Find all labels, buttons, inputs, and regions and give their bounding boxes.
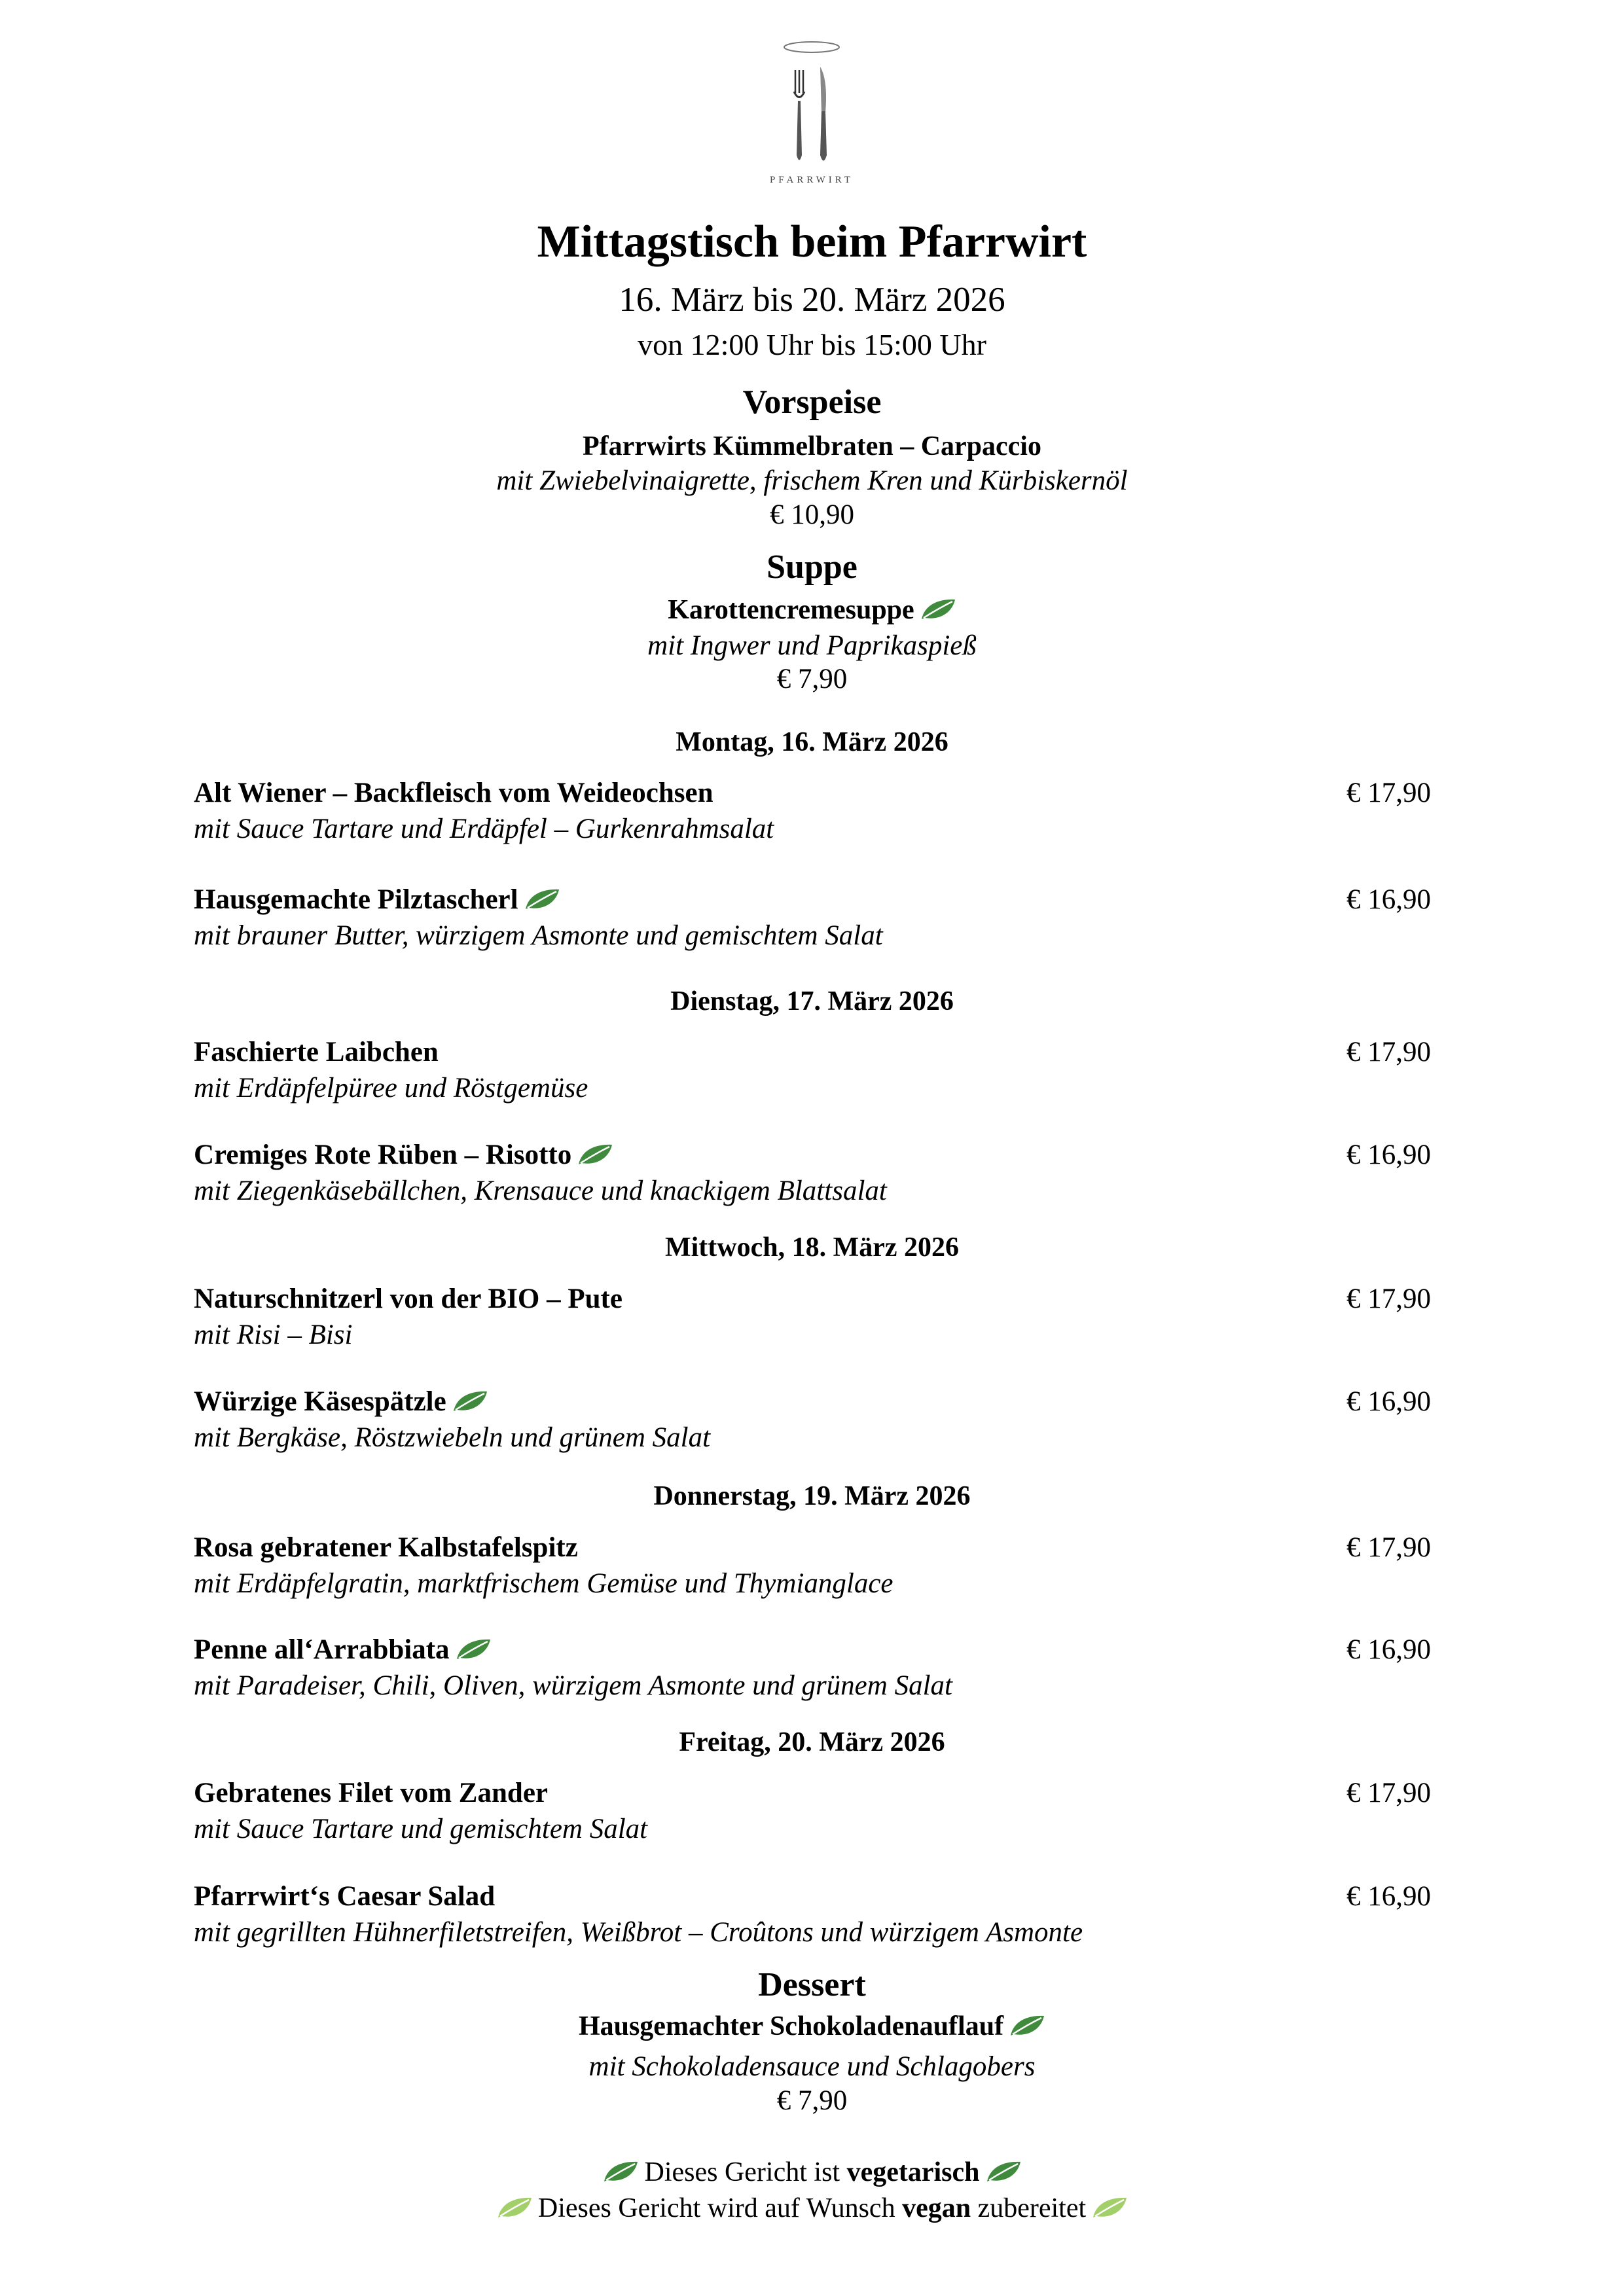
vegetarian-leaf-icon [1009,2014,1045,2037]
dish-description: mit Paradeiser, Chili, Oliven, würzigem Asmonte und grünem Salat [194,1670,952,1701]
dish-name: Naturschnitzerl von der BIO – Pute [194,1283,623,1314]
dish-price: € 17,90 [1346,778,1431,808]
dish-price: € 17,90 [1346,1532,1431,1563]
dish-description: mit Sauce Tartare und Erdäpfel – Gurkenrahmsalat [194,814,774,844]
dish-name: Cremiges Rote Rüben – Risotto [194,1139,572,1170]
restaurant-logo [753,41,871,191]
day-heading-wednesday: Mittwoch, 18. März 2026 [664,1232,960,1263]
vegan-leaf-icon [1091,2196,1128,2219]
menu-item [194,1139,1431,1217]
dish-description: mit Risi – Bisi [194,1319,353,1350]
vegetarian-leaf-icon [455,1638,492,1661]
dish-description: mit Bergkäse, Röstzwiebeln und grünem Salat [194,1422,711,1453]
vegetarian-leaf-icon [452,1390,488,1413]
page-title: Mittagstisch beim Pfarrwirt [537,217,1087,267]
dish-name: Penne all‘Arrabbiata [194,1634,450,1665]
legend-vegetarian [0,2157,1624,2188]
legend-vegan-bold: vegan [902,2193,971,2223]
menu-item [194,777,1431,855]
dish-price: € 17,90 [1346,1778,1431,1808]
vegetarian-leaf-icon [577,1143,613,1166]
dish-price: € 17,90 [1346,1283,1431,1314]
dish-price: € 16,90 [1346,884,1431,915]
starter-description: mit Zwiebelvinaigrette, frischem Kren und Kürbiskernöl [496,465,1128,496]
dish-name-wrap [194,1139,613,1171]
vegetarian-leaf-icon [920,598,956,621]
vegetarian-leaf-icon [985,2160,1022,2183]
legend-vegan-post: zubereitet [977,2193,1087,2223]
menu-item [194,1777,1431,1856]
dish-name: Rosa gebratener Kalbstafelspitz [194,1532,578,1563]
day-heading-friday: Freitag, 20. März 2026 [679,1727,945,1757]
legend-veg-text: Dieses Gericht ist [644,2157,840,2187]
menu-item [194,884,1431,962]
vegan-leaf-icon [496,2196,533,2219]
dish-name: Alt Wiener – Backfleisch vom Weideochsen [194,778,713,808]
menu-item [194,1532,1431,1610]
dish-name: Pfarrwirt‘s Caesar Salad [194,1881,496,1912]
day-heading-tuesday: Dienstag, 17. März 2026 [670,986,954,1016]
day-heading-monday: Montag, 16. März 2026 [676,727,948,757]
soup-name: Karottencremesuppe [668,595,914,625]
soup-item [0,594,1624,626]
legend-veg-bold: vegetarisch [846,2157,980,2187]
dessert-description: mit Schokoladensauce und Schlagobers [588,2051,1036,2082]
starter-price: € 10,90 [770,499,854,530]
vegetarian-leaf-icon [524,888,560,911]
menu-item [194,1880,1431,1959]
legend-vegan-text: Dieses Gericht wird auf Wunsch [537,2193,895,2223]
dish-name: Hausgemachte Pilztascherl [194,884,518,915]
brand-name: PFARRWIRT [769,175,854,185]
dish-name-wrap [194,884,560,916]
dish-price: € 16,90 [1346,1634,1431,1665]
dish-description: mit brauner Butter, würzigem Asmonte und gemischtem Salat [194,920,883,951]
dish-price: € 16,90 [1346,1386,1431,1417]
legend-vegan [0,2193,1624,2224]
section-heading-starter: Vorspeise [742,384,882,421]
menu-item [194,1386,1431,1464]
dessert-price: € 7,90 [776,2085,848,2116]
soup-description: mit Ingwer und Paprikaspieß [647,630,977,661]
dish-price: € 16,90 [1346,1139,1431,1170]
menu-item [194,1283,1431,1361]
dish-price: € 16,90 [1346,1881,1431,1912]
menu-item [194,1036,1431,1115]
dish-description: mit Erdäpfelgratin, marktfrischem Gemüse und Thymianglace [194,1568,893,1599]
dish-name-wrap [194,1386,488,1418]
section-heading-soup: Suppe [767,548,857,586]
dessert-item [0,2011,1624,2042]
cutlery-icon [776,41,848,171]
starter-name: Pfarrwirts Kümmelbraten – Carpaccio [583,431,1041,461]
vegetarian-leaf-icon [602,2160,639,2183]
dish-name: Gebratenes Filet vom Zander [194,1778,548,1808]
menu-item [194,1634,1431,1712]
soup-price: € 7,90 [776,664,848,694]
section-heading-dessert: Dessert [758,1966,866,2003]
service-hours: von 12:00 Uhr bis 15:00 Uhr [638,328,986,361]
dish-description: mit gegrillten Hühnerfiletstreifen, Weißbrot – Croûtons und würzigem Asmonte [194,1917,1083,1948]
dish-description: mit Sauce Tartare und gemischtem Salat [194,1814,648,1844]
dish-name: Faschierte Laibchen [194,1037,439,1067]
dish-price: € 17,90 [1346,1037,1431,1067]
day-heading-thursday: Donnerstag, 19. März 2026 [653,1481,971,1511]
dish-name: Würzige Käsespätzle [194,1386,446,1417]
dessert-name: Hausgemachter Schokoladenauflauf [578,2011,1004,2041]
dish-description: mit Ziegenkäsebällchen, Krensauce und knackigem Blattsalat [194,1175,887,1206]
dish-name-wrap [194,1634,492,1666]
date-range: 16. März bis 20. März 2026 [619,281,1005,319]
dish-description: mit Erdäpfelpüree und Röstgemüse [194,1073,588,1103]
